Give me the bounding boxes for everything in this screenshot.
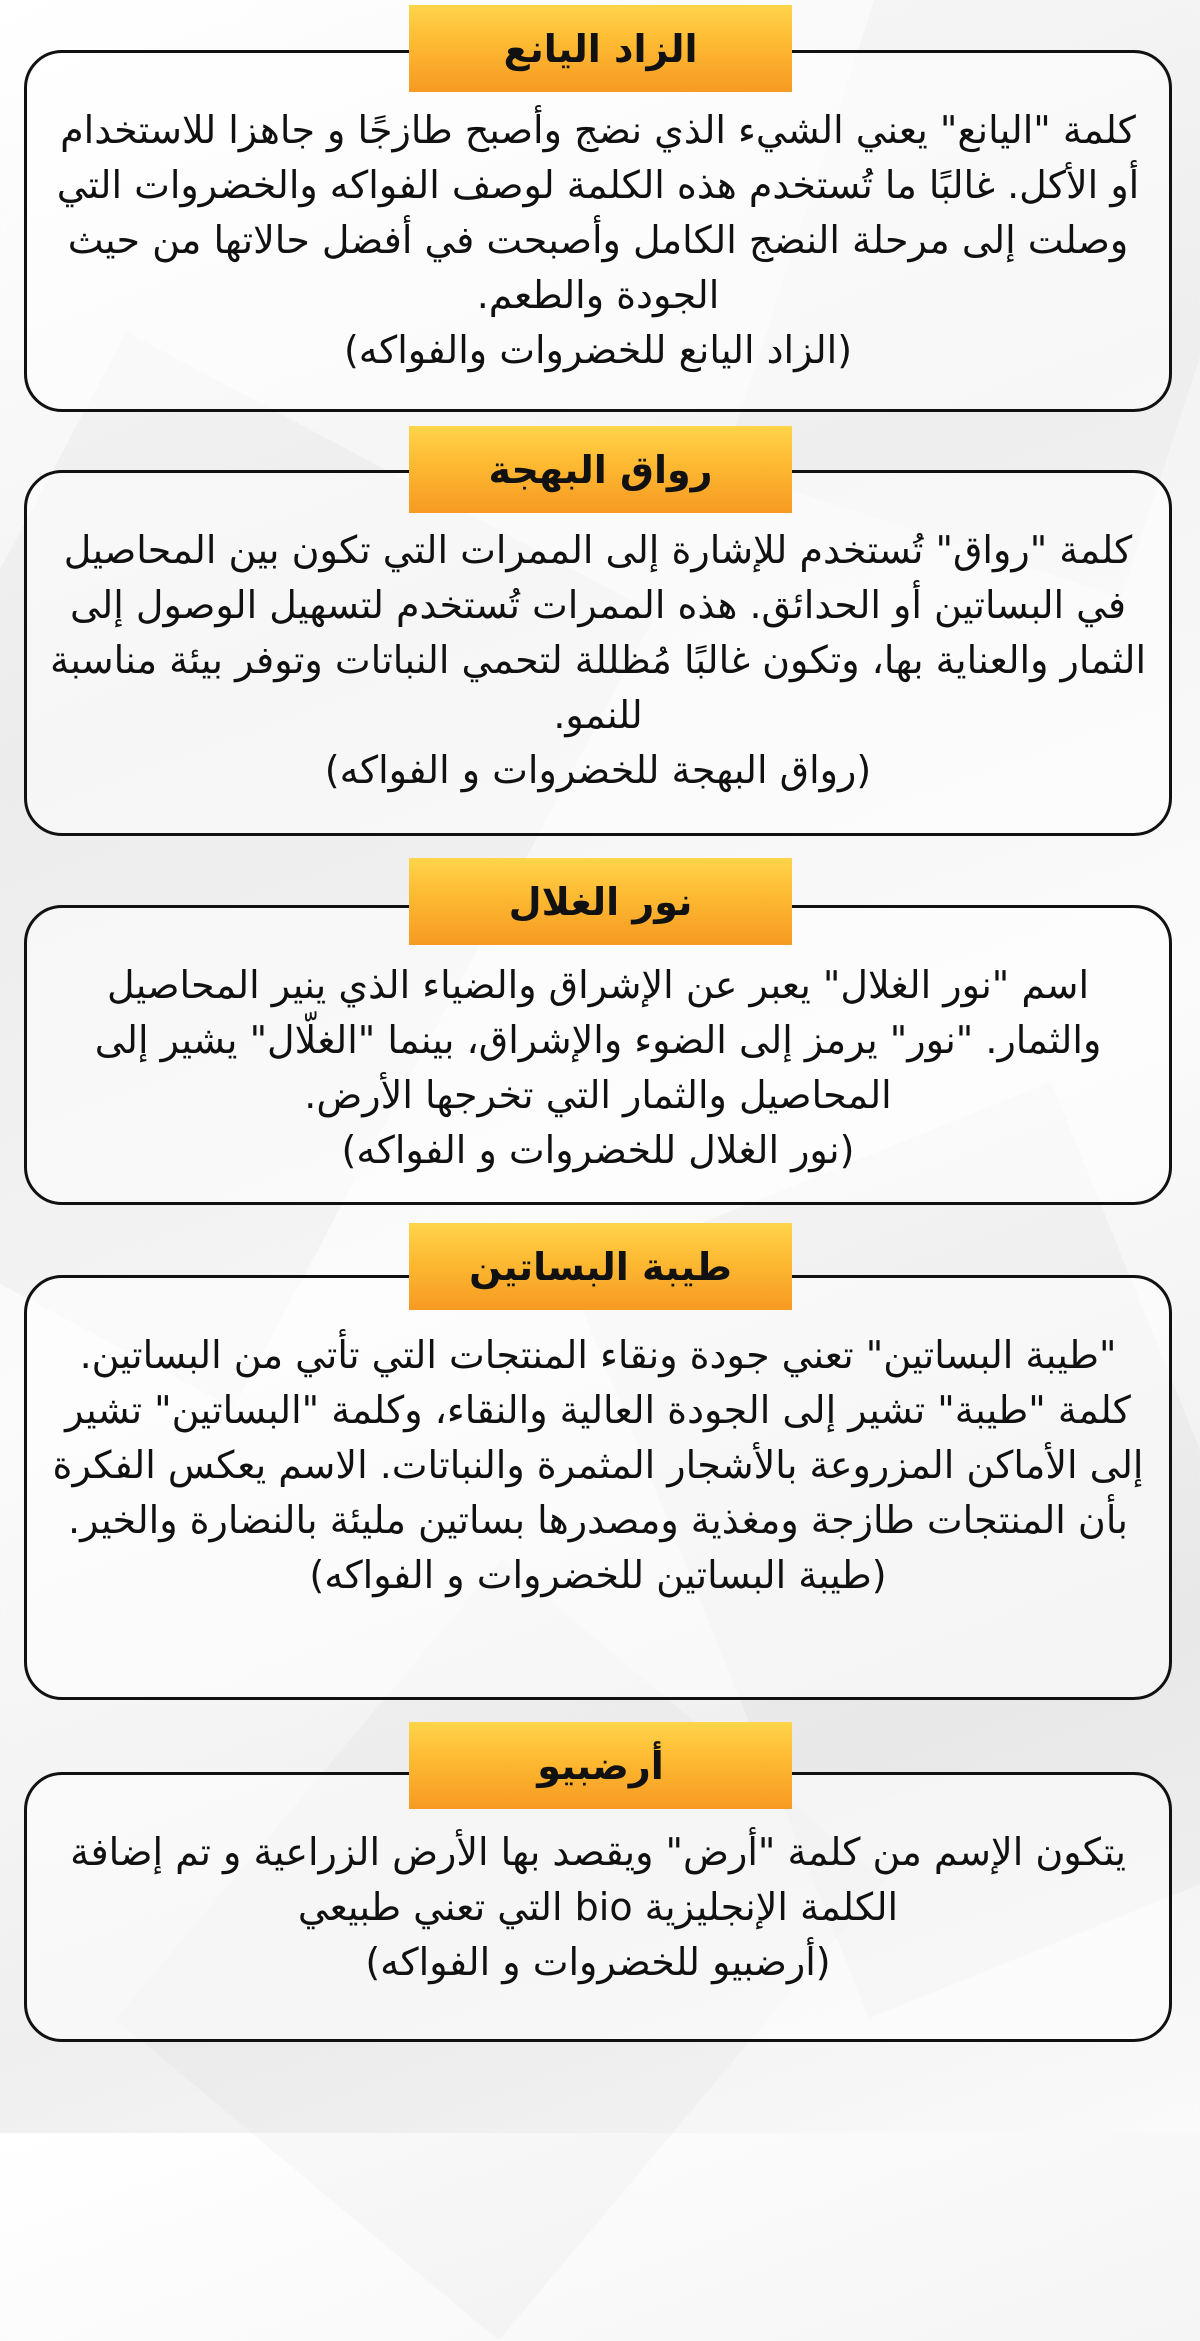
card-title: رواق البهجة xyxy=(488,447,713,492)
name-card-2 xyxy=(24,470,1172,836)
card-text: "طيبة البساتين" تعني جودة ونقاء المنتجات التي تأتي من البساتين. كلمة "طيبة" تشير إلى الجودة العالية والنقاء، وكلمة "البساتين" تشير إلى الأماكن المزروعة بالأشجار المثمرة والنباتات. الاسم يعكس الفكرة بأن المنتجات طازجة ومغذية ومصدرها بساتين مليئة بالنضارة والخير. xyxy=(52,1333,1144,1542)
name-card-1 xyxy=(24,50,1172,412)
card-footer: (أرضبيو للخضروات و الفواكه) xyxy=(365,1940,831,1984)
card-title-tag xyxy=(409,1223,792,1310)
card-description xyxy=(45,523,1151,798)
card-description xyxy=(45,1825,1151,1990)
card-description xyxy=(45,103,1151,378)
name-card-3 xyxy=(24,905,1172,1205)
card-title: الزاد اليانع xyxy=(503,26,698,71)
card-text: اسم "نور الغلال" يعبر عن الإشراق والضياء الذي ينير المحاصيل والثمار. "نور" يرمز إلى الضوء والإشراق، بينما "الغلّال" يشير إلى المحاصيل والثمار التي تخرجها الأرض. xyxy=(94,963,1102,1117)
card-text: كلمة "اليانع" يعني الشيء الذي نضج وأصبح طازجًا و جاهزا للاستخدام أو الأكل. غالبًا ما تُستخدم هذه الكلمة لوصف الفواكه والخضروات التي وصلت إلى مرحلة النضج الكامل وأصبحت في أفضل حالاتها من حيث الجودة والطعم. xyxy=(56,108,1140,317)
card-footer: (طيبة البساتين للخضروات و الفواكه) xyxy=(309,1553,887,1597)
card-footer: (رواق البهجة للخضروات و الفواكه) xyxy=(324,748,872,792)
card-title: أرضبيو xyxy=(537,1743,664,1788)
card-title: طيبة البساتين xyxy=(469,1244,732,1289)
card-description xyxy=(45,1328,1151,1603)
card-footer: (نور الغلال للخضروات و الفواكه) xyxy=(341,1128,855,1172)
card-title-tag xyxy=(409,5,792,92)
card-title-tag xyxy=(409,426,792,513)
name-card-5 xyxy=(24,1772,1172,2042)
card-text: يتكون الإسم من كلمة "أرض" ويقصد بها الأرض الزراعية و تم إضافة الكلمة الإنجليزية bio التي تعني طبيعي xyxy=(70,1830,1126,1929)
card-text: كلمة "رواق" تُستخدم للإشارة إلى الممرات التي تكون بين المحاصيل في البساتين أو الحدائق. هذه الممرات تُستخدم لتسهيل الوصول إلى الثمار والعناية بها، وتكون غالبًا مُظللة لتحمي النباتات وتوفر بيئة مناسبة للنمو. xyxy=(49,528,1147,737)
card-footer: (الزاد اليانع للخضروات والفواكه) xyxy=(343,328,853,372)
card-title-tag xyxy=(409,1722,792,1809)
card-title-tag xyxy=(409,858,792,945)
name-card-4 xyxy=(24,1275,1172,1700)
card-title: نور الغلال xyxy=(508,879,693,924)
card-description xyxy=(45,958,1151,1178)
